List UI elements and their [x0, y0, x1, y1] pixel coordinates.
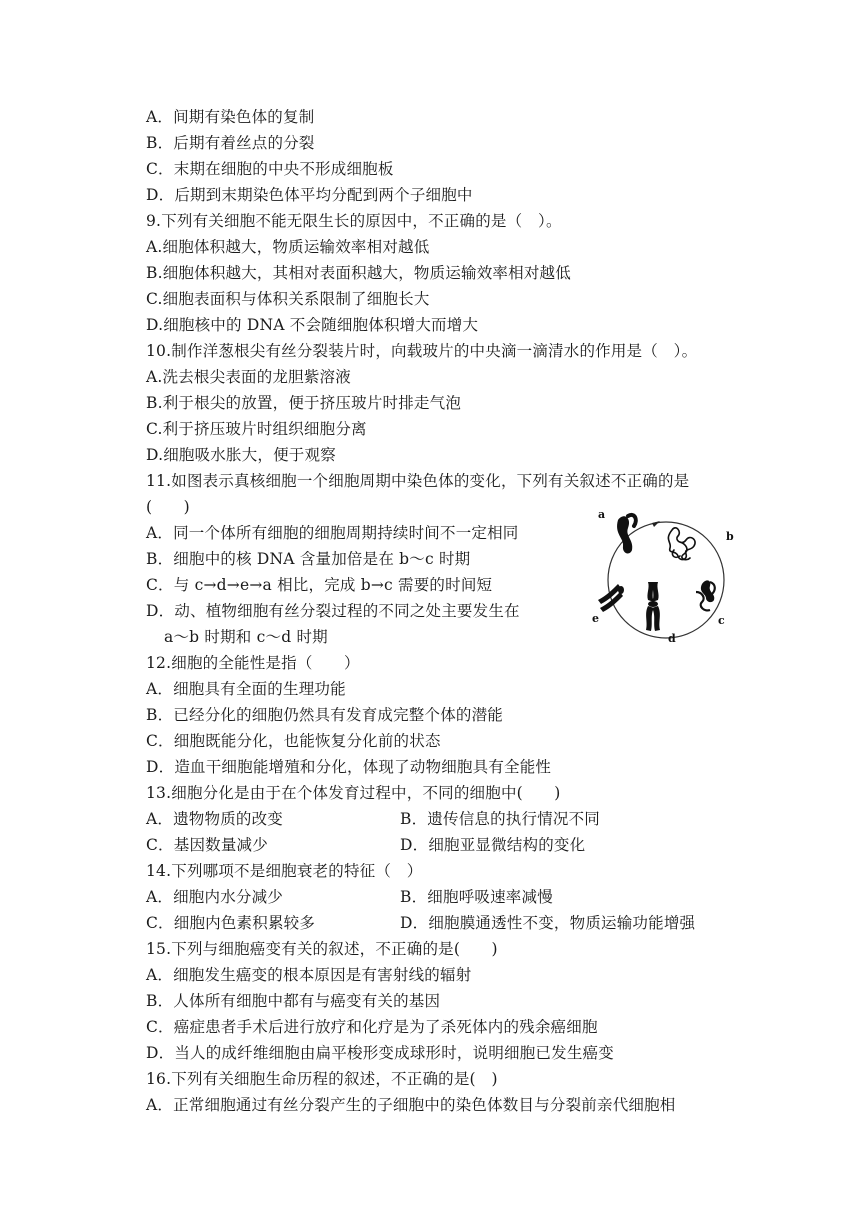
q15-stem: 15.下列与细胞癌变有关的叙述，不正确的是( )	[146, 940, 498, 958]
label-e: e	[592, 612, 599, 625]
q10-option-a: A.洗去根尖表面的龙胆紫溶液	[146, 368, 351, 386]
q16-stem: 16.下列有关细胞生命历程的叙述，不正确的是( )	[146, 1070, 498, 1088]
q16-option-a: A．正常细胞通过有丝分裂产生的子细胞中的染色体数目与分裂前亲代细胞相	[146, 1096, 676, 1114]
cycle-arrow	[652, 521, 660, 527]
q8-option-d: D．后期到末期染色体平均分配到两个子细胞中	[146, 186, 473, 204]
q14-option-b: B．细胞呼吸速率减慢	[400, 888, 553, 906]
q12-stem: 12.细胞的全能性是指（ ）	[146, 654, 360, 672]
label-a: a	[598, 508, 606, 521]
q11-stem-answer: ( )	[146, 498, 190, 516]
q13-option-c: C．基因数量减少	[146, 836, 268, 854]
chromosome-c	[696, 580, 715, 610]
q9-option-b: B.细胞体积越大，其相对表面积越大，物质运输效率相对越低	[146, 264, 571, 282]
label-d: d	[668, 632, 676, 645]
q13-option-b: B．遗传信息的执行情况不同	[400, 810, 600, 828]
q11-option-c: C．与 c→d→e→a 相比，完成 b→c 需要的时间短	[146, 576, 493, 594]
q11-option-b: B．细胞中的核 DNA 含量加倍是在 b～c 时期	[146, 550, 471, 568]
q8-option-a: A．间期有染色体的复制	[146, 108, 315, 126]
q14-option-c: C．细胞内色素积累较多	[146, 914, 316, 932]
q14-option-a: A．细胞内水分减少	[146, 888, 283, 906]
q15-option-a: A．细胞发生癌变的根本原因是有害射线的辐射	[146, 966, 472, 984]
q12-option-d: D．造血干细胞能增殖和分化，体现了动物细胞具有全能性	[146, 758, 552, 776]
q10-option-d: D.细胞吸水胀大，便于观察	[146, 446, 336, 464]
q9-stem: 9.下列有关细胞不能无限生长的原因中，不正确的是（ ）。	[146, 212, 562, 230]
q14-stem: 14.下列哪项不是细胞衰老的特征（ ）	[146, 862, 423, 880]
q10-option-c: C.利于挤压玻片时组织细胞分离	[146, 420, 367, 438]
chromosome-d	[646, 582, 660, 631]
q9-option-a: A.细胞体积越大，物质运输效率相对越低	[146, 238, 430, 256]
chromosome-b	[668, 528, 695, 560]
q13-option-d: D．细胞亚显微结构的变化	[400, 836, 586, 854]
q14-option-d: D．细胞膜通透性不变，物质运输功能增强	[400, 914, 696, 932]
chromosome-a	[617, 515, 636, 554]
q11-option-d: D．动、植物细胞有丝分裂过程的不同之处主要发生在	[146, 602, 520, 620]
q9-option-d: D.细胞核中的 DNA 不会随细胞体积增大而增大	[146, 316, 479, 334]
label-c: c	[718, 614, 725, 627]
q13-option-a: A．遗物物质的改变	[146, 810, 283, 828]
q12-option-c: C．细胞既能分化，也能恢复分化前的状态	[146, 732, 441, 750]
q11-stem: 11.如图表示真核细胞一个细胞周期中染色体的变化，下列有关叙述不正确的是	[146, 472, 690, 490]
q8-option-b: B．后期有着丝点的分裂	[146, 134, 315, 152]
q11-option-d-cont: a～b 时期和 c～d 时期	[164, 628, 328, 646]
q15-option-d: D．当人的成纤维细胞由扁平梭形变成球形时，说明细胞已发生癌变	[146, 1044, 614, 1062]
cell-cycle-diagram	[588, 502, 738, 652]
q10-stem: 10.制作洋葱根尖有丝分裂装片时，向载玻片的中央滴一滴清水的作用是（ ）。	[146, 342, 698, 360]
label-b: b	[726, 530, 734, 543]
q12-option-b: B．已经分化的细胞仍然具有发育成完整个体的潜能	[146, 706, 503, 724]
q12-option-a: A．细胞具有全面的生理功能	[146, 680, 346, 698]
q9-option-c: C.细胞表面积与体积关系限制了细胞长大	[146, 290, 430, 308]
q11-option-a: A．同一个体所有细胞的细胞周期持续时间不一定相同	[146, 524, 519, 542]
q8-option-c: C．末期在细胞的中央不形成细胞板	[146, 160, 394, 178]
q15-option-c: C．癌症患者手术后进行放疗和化疗是为了杀死体内的残余癌细胞	[146, 1018, 598, 1036]
q10-option-b: B.利于根尖的放置，便于挤压玻片时排走气泡	[146, 394, 462, 412]
q15-option-b: B．人体所有细胞中都有与癌变有关的基因	[146, 992, 441, 1010]
q13-stem: 13.细胞分化是由于在个体发育过程中，不同的细胞中( )	[146, 784, 561, 802]
